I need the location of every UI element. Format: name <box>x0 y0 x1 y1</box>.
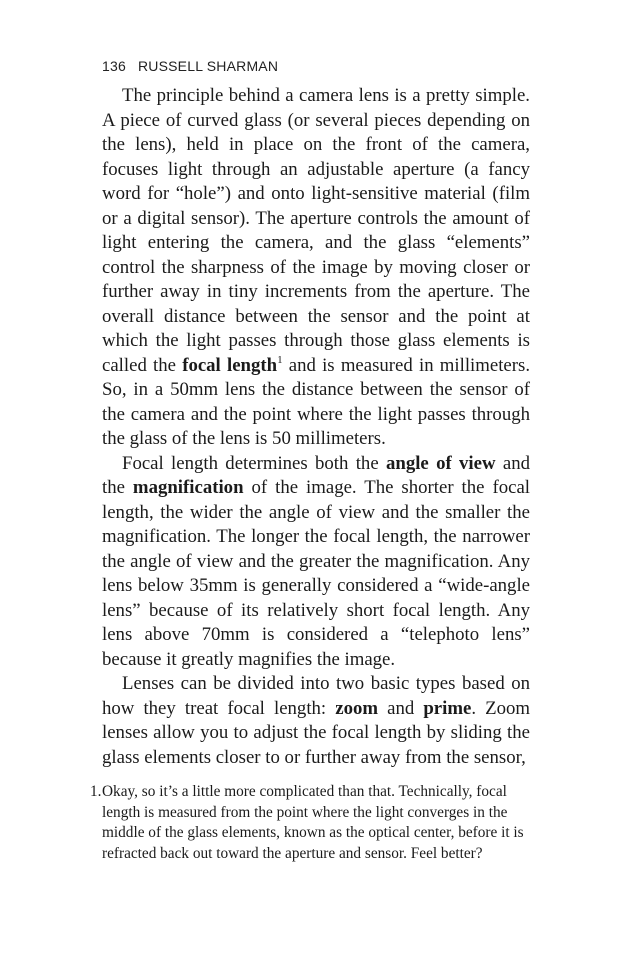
term-magnification: magnification <box>132 477 244 498</box>
paragraph-3-text-b: and <box>378 697 424 719</box>
paragraph-2-text-c: of the image. The shorter the focal length, the wider the angle of view and the smaller the magnification. The longer the focal length, the narrower the angle of view and the greater the magnification. Any lens below 35mm is generally considered a “wide-angle lens” because of its relatively short focal length. Any lens above 70mm is considered a “telephoto lens” because it greatly magnifies the image. <box>102 477 530 670</box>
page-number: 136 <box>102 58 126 74</box>
paragraph-2 <box>102 452 530 673</box>
footnote-reference[interactable]: 1 <box>277 353 283 366</box>
paragraph-1-text-b: and is measured in millimeters. So, in a 50mm lens the distance between the sensor of the camera and the point where the light passes through the glass of the lens is 50 millimeters. <box>102 354 531 449</box>
paragraph-3 <box>102 672 530 770</box>
paragraph-2-text-a: Focal length determines both the <box>122 452 386 474</box>
term-zoom: zoom <box>335 697 379 719</box>
paragraph-3-text-c: . Zoom lenses allow you to adjust the focal length by sliding the glass elements closer to or further away from the sensor, <box>102 697 530 768</box>
running-header <box>102 58 278 74</box>
paragraph-1-text-a: The principle behind a camera lens is a pretty simple. A piece of curved glass (or several pieces depending on the lens), held in place on the front of the camera, focuses light through an adjustable aperture (a fancy word for “hole”) and onto light-sensitive material (film or a digital sensor). The aperture controls the amount of light entering the camera, and the glass “elements” control the sharpness of the image by moving closer or further away in tiny increments from the aperture. The overall distance between the sensor and the point at which the light passes through those glass elements is called the <box>102 85 530 376</box>
body-text <box>102 84 530 770</box>
paragraph-3-text-a: Lenses can be divided into two basic types based on how they treat focal length: <box>102 673 530 719</box>
term-focal-length: focal length <box>182 354 278 376</box>
running-head-author: RUSSELL SHARMAN <box>137 58 279 74</box>
paragraph-2-text-b: and the <box>102 452 530 498</box>
footnote-text: Okay, so it’s a little more complicated than that. Technically, focal length is measured from the point where the light converges in the middle of the glass elements, known as the optical center, before it is refracted back out toward the aperture and sensor. Feel better? <box>102 783 524 862</box>
term-angle-of-view: angle of view <box>385 452 496 474</box>
paragraph-1 <box>102 84 530 452</box>
footnote <box>90 782 530 864</box>
footnote-number: 1. <box>90 783 102 800</box>
term-prime: prime <box>423 697 472 719</box>
